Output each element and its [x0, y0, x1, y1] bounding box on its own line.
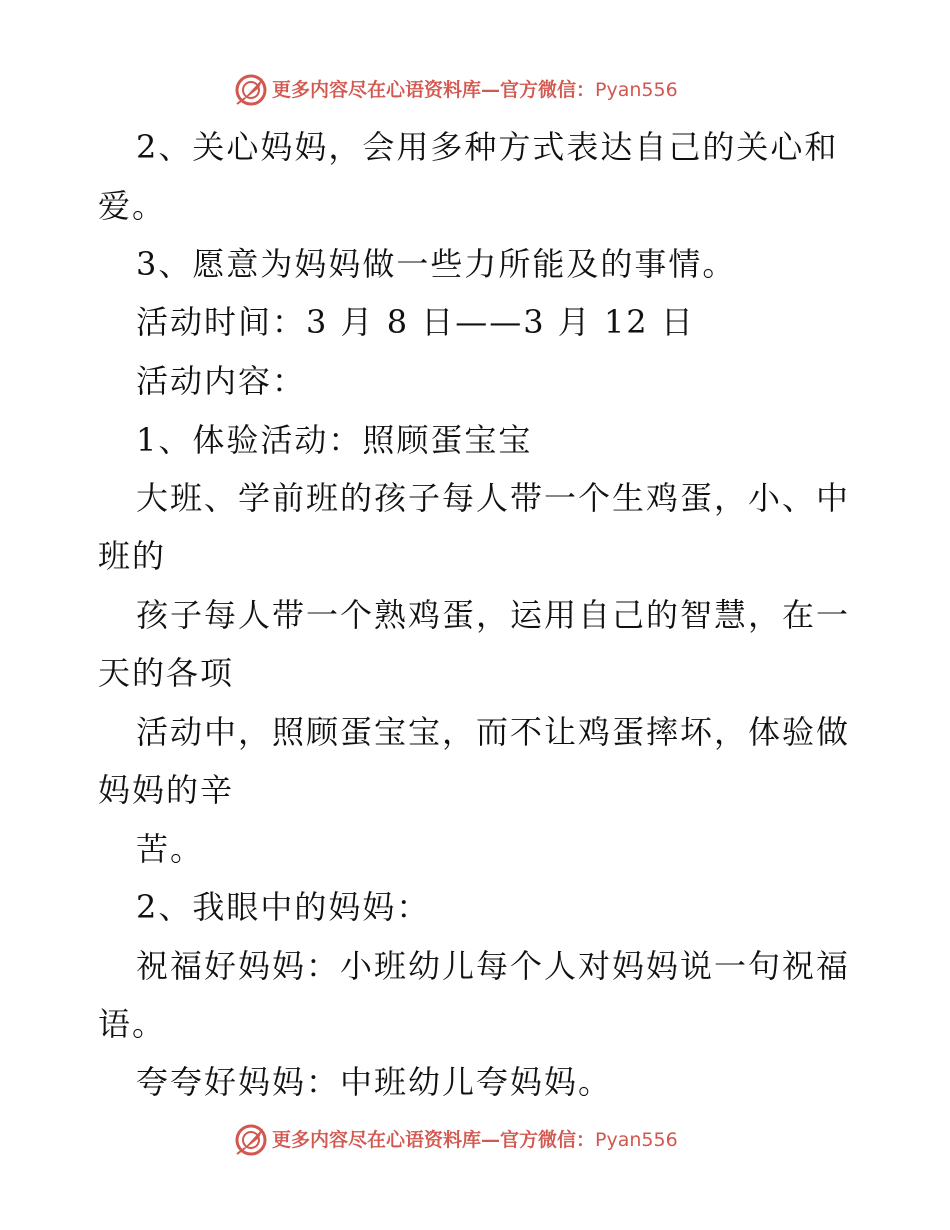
header-banner-text: 更多内容尽在心语资料库—官方微信：	[272, 79, 596, 101]
quill-logo-icon	[233, 1122, 269, 1158]
body-line: 祝福好妈妈：小班幼儿每个人对妈妈说一句祝福	[136, 947, 851, 985]
body-line: 活动内容：	[136, 362, 307, 400]
quill-logo-icon	[233, 72, 269, 108]
header-banner	[0, 70, 950, 110]
footer-banner-text: 更多内容尽在心语资料库—官方微信：	[272, 1129, 596, 1151]
body-line: 夸夸好妈妈：中班幼儿夸妈妈。	[136, 1063, 613, 1101]
body-line: 妈妈的辛	[98, 771, 235, 809]
body-line: 2、关心妈妈，会用多种方式表达自己的关心和	[136, 128, 839, 166]
body-line: 语。	[98, 1005, 167, 1043]
footer-wechat-id: Pyan556	[595, 1129, 678, 1151]
body-line: 班的	[98, 537, 167, 575]
body-line: 大班、学前班的孩子每人带一个生鸡蛋，小、中	[136, 479, 851, 517]
body-line: 3、愿意为妈妈做一些力所能及的事情。	[136, 245, 737, 283]
body-line: 天的各项	[98, 654, 235, 692]
header-wechat-id: Pyan556	[595, 79, 678, 101]
body-line: 爱。	[98, 187, 167, 225]
footer-banner	[0, 1120, 950, 1160]
body-line: 活动时间：3 月 8 日——3 月 12 日	[136, 303, 695, 341]
body-line: 活动中，照顾蛋宝宝，而不让鸡蛋摔坏，体验做	[136, 713, 851, 751]
body-line: 2、我眼中的妈妈：	[136, 888, 431, 926]
body-line: 1、体验活动：照顾蛋宝宝	[136, 421, 533, 459]
body-line: 苦。	[136, 830, 205, 868]
body-line: 孩子每人带一个熟鸡蛋，运用自己的智慧，在一	[136, 596, 851, 634]
